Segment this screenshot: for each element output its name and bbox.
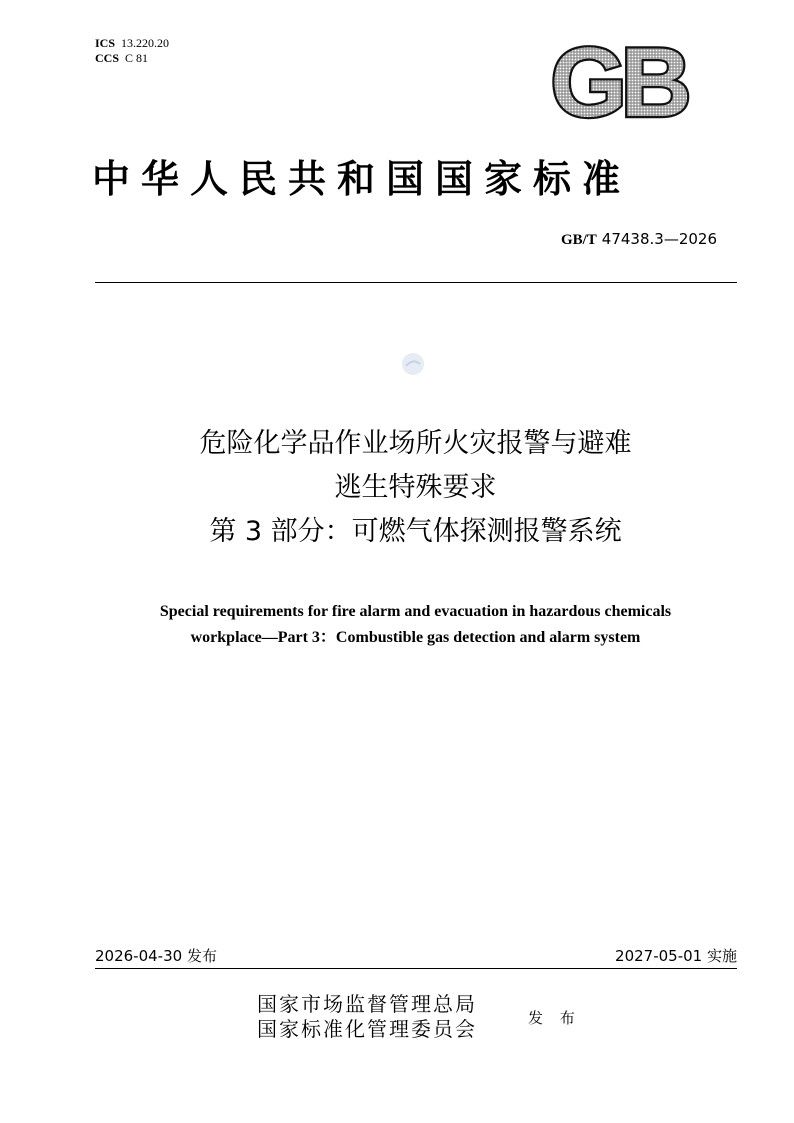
ics-label: ICS: [95, 36, 116, 50]
issue-date: 2026-04-30 发布: [95, 947, 217, 965]
gb-logo: [538, 40, 698, 122]
title-cn-line: 第 3 部分：可燃气体探测报警系统: [209, 516, 622, 547]
ics-code: 13.220.20: [121, 36, 170, 50]
ccs-row: [95, 51, 169, 66]
issuing-authorities: [257, 992, 477, 1042]
title-en-line: Special requirements for fire alarm and evacuation in hazardous chemicals: [159, 603, 672, 620]
standard-code: 47438.3—2026: [601, 230, 717, 248]
publish-label: 发 布: [528, 1009, 581, 1027]
title-cn-line: 危险化学品作业场所火灾报警与避难: [199, 428, 632, 459]
standard-number: [0, 230, 717, 249]
issuer-name: 国家标准化管理委员会: [257, 1017, 477, 1041]
implementation-date: 2027-05-01 实施: [615, 947, 737, 965]
issuer-name: 国家市场监督管理总局: [257, 992, 477, 1016]
ccs-code: C 81: [125, 51, 149, 65]
ccs-label: CCS: [95, 51, 120, 65]
document-title-english: [0, 599, 794, 651]
gb-logo-text: GB: [550, 40, 686, 122]
title-en-line: workplace—Part 3：Combustible gas detection and alarm system: [190, 629, 641, 646]
title-cn-line: 逃生特殊要求: [334, 472, 497, 503]
footer-divider: [95, 968, 737, 969]
ics-row: [95, 36, 169, 51]
issuing-country-standard-title: 中华人民共和国国家标准: [92, 156, 632, 201]
watermark-logo-icon: [401, 352, 425, 376]
header-divider: [95, 282, 737, 283]
standard-prefix: GB/T: [560, 232, 597, 248]
classification-codes: [95, 36, 169, 66]
document-title-chinese: [0, 422, 794, 554]
